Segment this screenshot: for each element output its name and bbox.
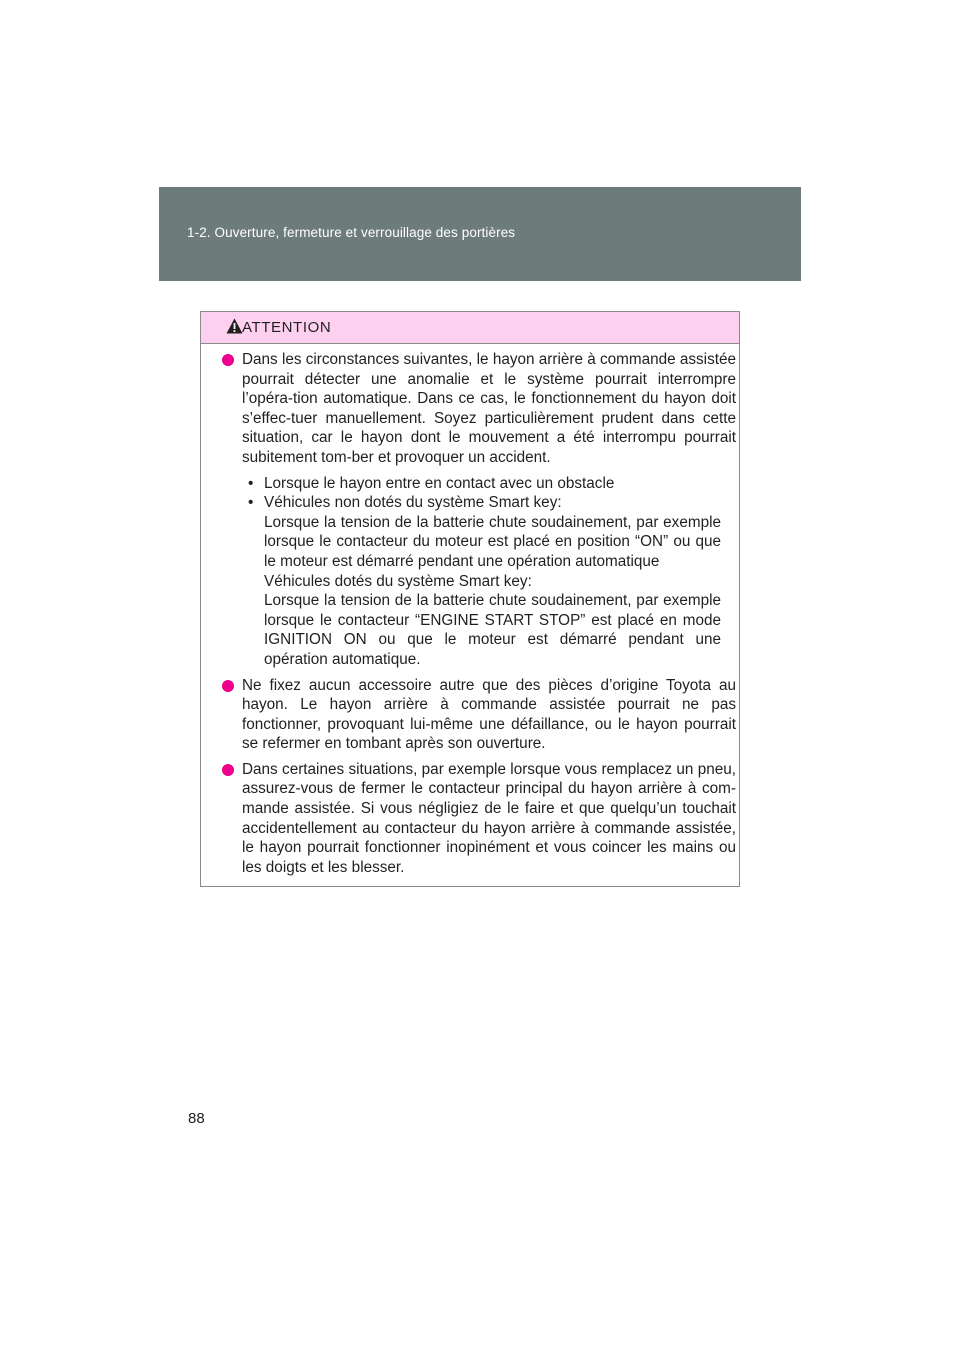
sub-item-text: Lorsque le hayon entre en contact avec un obstacle xyxy=(264,474,615,492)
sub-item-heading: Véhicules non dotés du système Smart key: xyxy=(264,494,562,512)
sub-list xyxy=(242,474,736,670)
caution-item xyxy=(222,760,736,878)
caution-item xyxy=(222,676,736,754)
sub-item-text: Lorsque la tension de la batterie chute soudainement, par exemple lorsque le contacteur “ENGINE START STOP” est placé en mode IGNITION ON ou que le moteur est démarré pendant une opération automatique. xyxy=(264,592,721,668)
bullet-dot-icon xyxy=(222,764,234,776)
small-bullet-icon: • xyxy=(248,494,254,512)
caution-title: ATTENTION xyxy=(242,319,332,336)
caution-item-text: Dans certaines situations, par exemple lorsque vous remplacez un pneu, assurez-vous de fermer le contacteur principal du hayon arrière à com-mande assistée. Si vous négligiez de le faire et que quelqu’un touchait accidentellement au contacteur du hayon arrière à commande assistée, le hayon pourrait fonctionner inopinément et vous coincer les mains ou les doigts et les blesser. xyxy=(242,760,736,876)
section-header xyxy=(159,187,801,281)
bullet-dot-icon xyxy=(222,354,234,366)
caution-item xyxy=(222,350,736,670)
caution-item-text: Dans les circonstances suivantes, le hayon arrière à commande assistée pourrait détecter une anomalie et le système pourrait interrompre l’opéra-tion automatique. Dans ce cas, le fonctionnement du hayon doit s’effec-tuer manuellement. Soyez particulièrement prudent dans cette situation, car le hayon dont le mouvement a été interrompu pourrait subitement tom-ber et provoquer un accident. xyxy=(242,351,736,466)
sub-item-text: Lorsque la tension de la batterie chute soudainement, par exemple lorsque le contacteur du moteur est placé en position “ON” ou que le moteur est démarré pendant une opération automatique xyxy=(264,513,721,570)
caution-body xyxy=(222,350,736,883)
small-bullet-icon: • xyxy=(248,474,254,492)
page-number: 88 xyxy=(188,1110,205,1127)
caution-item-text: Ne fixez aucun accessoire autre que des pièces d’origine Toyota au hayon. Le hayon arrière à commande assistée pourrait ne pas fonctionner, provoquant lui-même une défaillance, ou le hayon pourrait se refermer en tombant après son ouverture. xyxy=(242,676,736,753)
sub-item xyxy=(242,493,736,669)
sub-item-heading: Véhicules dotés du système Smart key: xyxy=(264,572,532,590)
sub-item xyxy=(242,474,736,494)
caution-header xyxy=(201,312,739,344)
section-title: 1-2. Ouverture, fermeture et verrouillage des portières xyxy=(187,225,516,240)
warning-triangle-icon xyxy=(226,318,243,334)
bullet-dot-icon xyxy=(222,680,234,692)
caution-box xyxy=(200,311,740,887)
